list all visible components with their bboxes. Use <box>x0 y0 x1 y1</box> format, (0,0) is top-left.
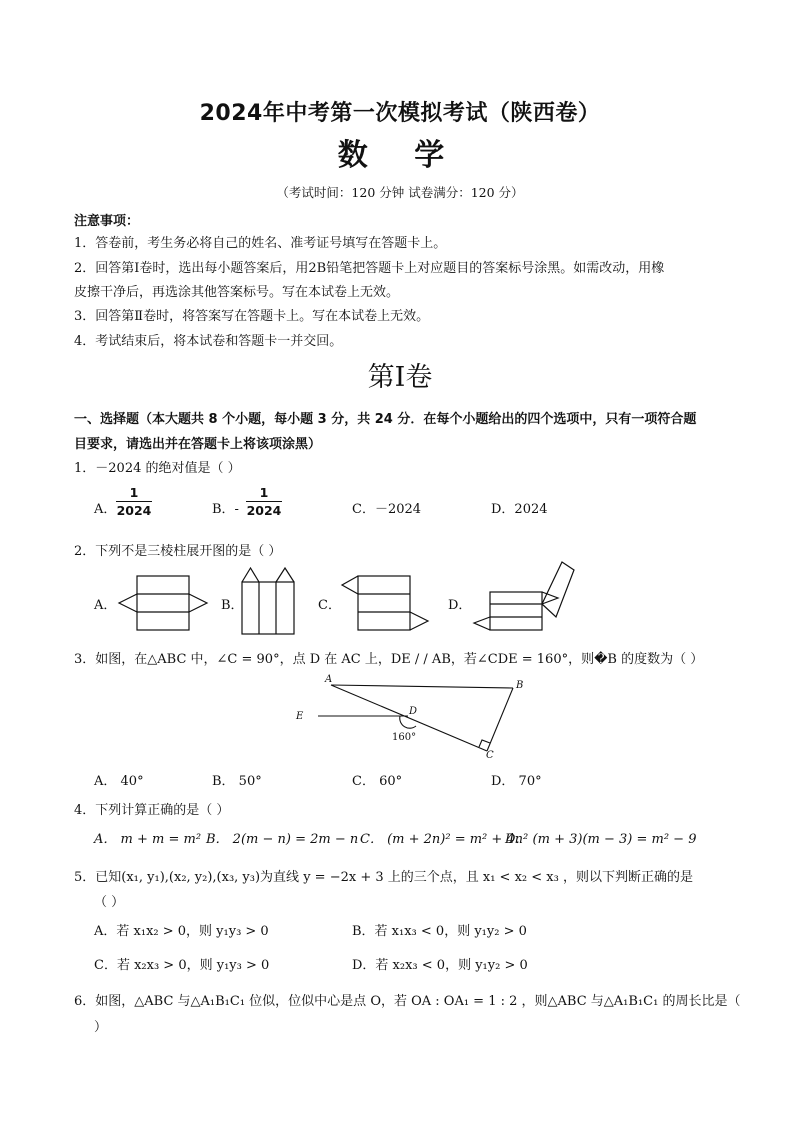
q1-stem: 1．－2024 的绝对值是（ ） <box>74 461 241 476</box>
subject-title: 数 学 <box>337 138 463 173</box>
q2-net-b <box>240 566 296 636</box>
q2-option-d-label: D． <box>448 598 472 613</box>
q1-option-c: C．－2024 <box>352 502 422 517</box>
q5-option-a: A．若 x₁x₂ > 0，则 y₁y₃ > 0 <box>94 924 269 939</box>
q1-option-a-numerator: 1 <box>129 485 139 500</box>
q3-option-a: A． 40° <box>94 774 144 789</box>
q1-option-a-fraction <box>116 485 152 518</box>
q2-option-b-label: B． <box>221 598 244 613</box>
q5-option-b: B．若 x₁x₃ < 0，则 y₁y₂ > 0 <box>352 924 527 939</box>
q3-option-c: C． 60° <box>352 774 403 789</box>
q3-label-d: D <box>409 706 418 717</box>
q1-option-b-denominator: 2024 <box>246 503 282 518</box>
q3-stem: 3．如图，在△ABC 中，∠C = 90°，点 D 在 AC 上，DE / / AB，若∠CDE = 160°，则�B 的度数为（ ） <box>74 652 704 667</box>
fraction-bar <box>246 501 282 502</box>
q1-option-b-label: B．- <box>212 502 239 517</box>
q6-answer-paren: ） <box>94 1020 108 1035</box>
q3-label-a: A <box>325 674 333 685</box>
notice-item-1: 1．答卷前，考生务必将自己的姓名、准考证号填写在答题卡上。 <box>74 236 447 251</box>
q3-label-c: C <box>486 750 494 761</box>
q2-net-c <box>340 574 434 632</box>
notice-item-3: 3．回答第Ⅱ卷时，将答案写在答题卡上。写在本试卷上无效。 <box>74 309 430 324</box>
q5-option-c: C．若 x₂x₃ > 0，则 y₁y₃ > 0 <box>94 958 270 973</box>
q1-option-b-numerator: 1 <box>259 485 269 500</box>
q3-figure <box>290 672 550 764</box>
q1-option-b-fraction <box>246 485 282 518</box>
section-heading-line2: 目要求，请选出并在答题卡上将该项涂黑） <box>74 437 322 452</box>
q5-answer-paren: （ ） <box>94 895 125 910</box>
q3-option-d: D． 70° <box>491 774 542 789</box>
q3-option-b: B． 50° <box>212 774 262 789</box>
q2-stem: 2．下列不是三棱柱展开图的是（ ） <box>74 544 282 559</box>
notice-item-4: 4．考试结束后，将本试卷和答题卡一并交回。 <box>74 334 343 349</box>
notice-heading: 注意事项： <box>74 214 140 229</box>
notice-item-2: 2．回答第Ⅰ卷时，选出每小题答案后，用2B铅笔把答题卡上对应题目的答案标号涂黑。如需改动，用橡 <box>74 261 665 276</box>
q3-label-e: E <box>296 711 304 722</box>
right-angle-mark <box>479 740 490 747</box>
q2-option-c-label: C． <box>318 598 341 613</box>
q2-net-a <box>116 574 210 632</box>
segment-bc <box>487 688 513 751</box>
q5-option-d: D．若 x₂x₃ < 0，则 y₁y₂ > 0 <box>352 958 528 973</box>
q4-option-b: B． 2(m − n) = 2m − n <box>206 832 359 847</box>
q3-angle-label: 160° <box>392 732 417 743</box>
q2-option-a-label: A． <box>94 598 117 613</box>
q3-label-b: B <box>516 680 524 691</box>
exam-info: （考试时间：120 分钟 试卷满分：120 分） <box>276 185 524 200</box>
q4-option-a: A． m + m = m² <box>94 832 202 847</box>
q1-option-d: D．2024 <box>491 502 548 517</box>
q2-net-d <box>470 560 580 632</box>
volume-heading: 第Ⅰ卷 <box>367 362 433 393</box>
exam-title: 2024年中考第一次模拟考试（陕西卷） <box>199 101 601 126</box>
q4-option-c: C． (m + 2n)² = m² + 4n² <box>360 832 529 847</box>
fraction-bar <box>116 501 152 502</box>
section-heading-line1: 一、选择题（本大题共 8 个小题，每小题 3 分，共 24 分．在每个小题给出的四个选项中，只有一项符合题 <box>74 412 697 427</box>
q4-stem: 4．下列计算正确的是（ ） <box>74 803 230 818</box>
q6-stem: 6．如图，△ABC 与△A₁B₁C₁ 位似，位似中心是点 O，若 OA : OA₁ = 1 : 2 ，则△ABC 与△A₁B₁C₁ 的周长比是（ <box>74 994 741 1009</box>
q4-option-d: D． (m + 3)(m − 3) = m² − 9 <box>505 832 697 847</box>
q1-option-a-label: A． <box>94 502 117 517</box>
q5-stem: 5．已知(x₁, y₁),(x₂, y₂),(x₃, y₃)为直线 y = −2x + 3 上的三个点，且 x₁ < x₂ < x₃ ，则以下判断正确的是 <box>74 870 693 885</box>
segment-ab <box>331 685 513 688</box>
q1-option-a-denominator: 2024 <box>116 503 152 518</box>
notice-item-2-cont: 皮擦干净后，再选涂其他答案标号。写在本试卷上无效。 <box>74 285 400 300</box>
